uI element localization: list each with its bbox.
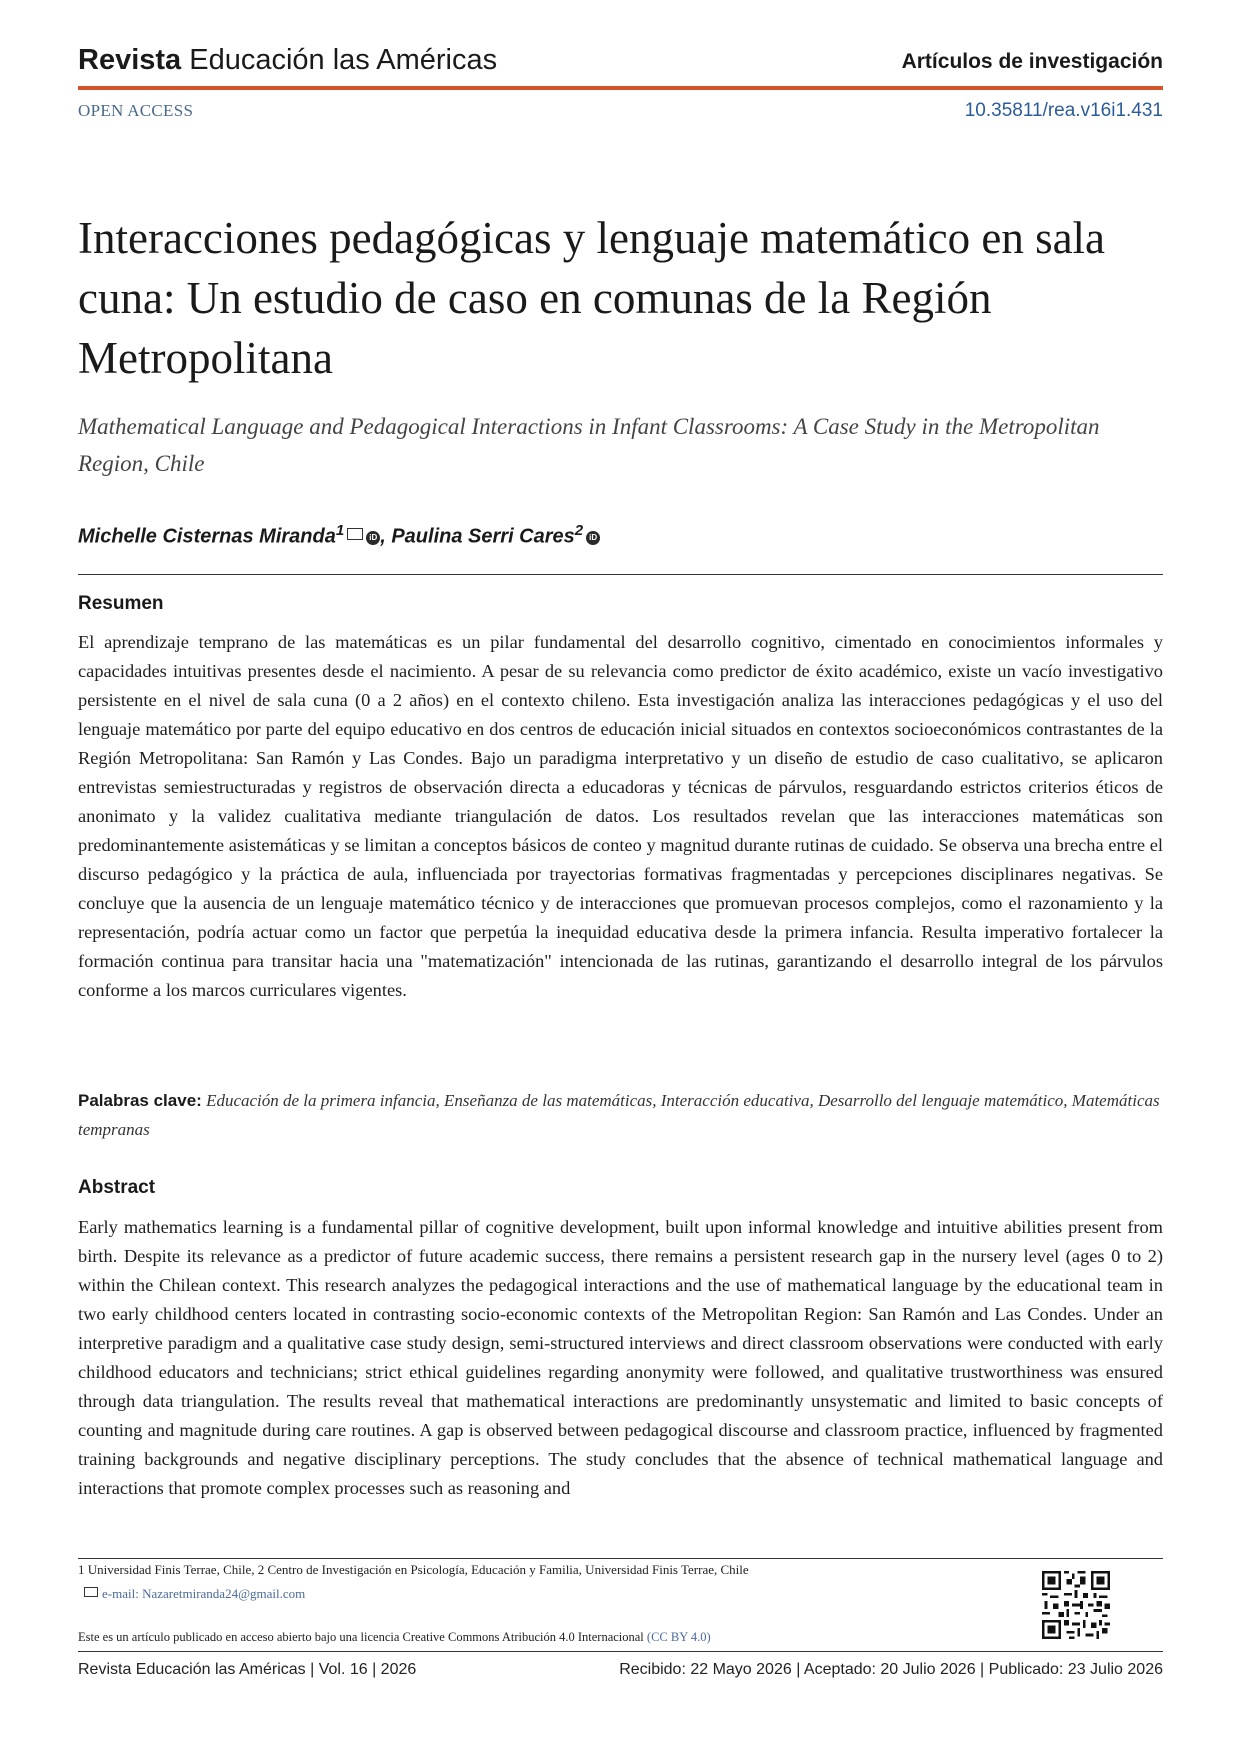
article-subtitle: Mathematical Language and Pedagogical Interactions in Infant Classrooms: A Case Study in the Metropolitan Region, Chile <box>78 414 1100 476</box>
affiliations-footnote: 1 Universidad Finis Terrae, Chile, 2 Centro de Investigación en Psicología, Educación y Familia, Universidad Finis Terrae, Chile <box>78 1562 749 1577</box>
keywords-label: Palabras clave: <box>78 1091 202 1110</box>
qr-code-icon <box>1042 1571 1110 1639</box>
orcid-icon[interactable]: iD <box>366 531 380 545</box>
email-link[interactable]: e-mail: Nazaretmiranda24@gmail.com <box>102 1586 306 1601</box>
footer-dates: Recibido: 22 Mayo 2026 | Aceptado: 20 Julio 2026 | Publicado: 23 Julio 2026 <box>619 1661 1163 1678</box>
journal-name-rest: Educación las Américas <box>189 44 498 76</box>
orcid-icon[interactable]: iD <box>586 531 600 545</box>
author-affiliation: 1 <box>335 522 345 539</box>
envelope-icon <box>84 1587 98 1597</box>
author-name[interactable]: Paulina Serri Cares <box>391 525 575 548</box>
email-footnote[interactable] <box>84 1586 305 1602</box>
doi-link[interactable]: 10.35811/rea.v16i1.431 <box>964 100 1163 121</box>
license-text: Este es un artículo publicado en acceso abierto bajo una licencia Creative Commons Atribución 4.0 Internacional <box>78 1630 644 1644</box>
keywords-text: Educación de la primera infancia, Enseñanza de las matemáticas, Interacción educativa, Desarrollo del lenguaje matemático, Matemáticas tempranas <box>78 1091 1160 1139</box>
author-list <box>78 522 600 549</box>
license-note <box>78 1630 711 1645</box>
resumen-heading: Resumen <box>78 593 164 614</box>
envelope-icon[interactable] <box>347 528 363 540</box>
license-link[interactable]: (CC BY 4.0) <box>646 1630 711 1644</box>
divider <box>78 1651 1163 1652</box>
resumen-body: El aprendizaje temprano de las matemáticas es un pilar fundamental del desarrollo cognitivo, cimentado en conocimientos informales y capacidades intuitivas presentes desde el nacimiento. A pesar de su relevancia como predictor de éxito académico, existe un vacío investigativo persistente en el nivel de sala cuna (0 a 2 años) en el contexto chileno. Esta investigación analiza las interacciones pedagógicas y el uso del lenguaje matemático por parte del equipo educativo en dos centros de educación inicial situados en contextos socioeconómicos contrastantes de la Región Metropolitana: San Ramón y Las Condes. Bajo un paradigma interpretativo y un diseño de estudio de caso cualitativo, se aplicaron entrevistas semiestructuradas y registros de observación directa a educadoras y técnicas de párvulos, resguardando estrictos criterios éticos de anonimato y la validez cualitativa mediante triangulación de datos. Los resultados revelan que las interacciones matemáticas son predominantemente asistemáticas y se limitan a conceptos básicos de conteo y magnitud durante rutinas de cuidado. Se observa una brecha entre el discurso pedagógico y la práctica de aula, influenciada por trayectorias formativas fragmentadas y percepciones disciplinares negativas. Se concluye que la ausencia de un lenguaje matemático técnico y de interacciones que promuevan procesos complejos, como el razonamiento y la representación, podría actuar como un factor que perpetúa la inequidad educativa desde la primera infancia. Resulta imperativo fortalecer la formación continua para transitar hacia una "matematización" intencionada de las rutinas, garantizando el desarrollo integral de los párvulos conforme a los marcos curriculares vigentes. <box>78 632 1163 1000</box>
abstract-heading: Abstract <box>78 1177 156 1198</box>
author-separator: , <box>380 525 392 548</box>
journal-name <box>78 44 497 77</box>
abstract-body: Early mathematics learning is a fundamental pillar of cognitive development, built upon informal knowledge and intuitive abilities present from birth. Despite its relevance as a predictor of future academic success, there remains a persistent research gap in the nursery level (ages 0 to 2) within the Chilean context. This research analyzes the pedagogical interactions and the use of mathematical language by the educational team in two early childhood centers located in contrasting socio-economic contexts of the Metropolitan Region: San Ramón and Las Condes. Under an interpretive paradigm and a qualitative case study design, semi-structured interviews and direct classroom observations were conducted with early childhood educators and technicians; strict ethical guidelines regarding anonymity were followed, and qualitative trustworthiness was ensured through data triangulation. The results reveal that mathematical interactions are predominantly unsystematic and limited to basic concepts of counting and magnitude during care routines. A gap is observed between pedagogical discourse and classroom practice, influenced by fragmented training backgrounds and negative disciplinary perceptions. The study concludes that the absence of technical mathematical language and interactions that promote complex processes such as reasoning and <box>78 1217 1163 1498</box>
journal-name-bold: Revista <box>78 44 182 76</box>
footer-journal-info: Revista Educación las Américas | Vol. 16 | 2026 <box>78 1661 417 1678</box>
keywords <box>78 1086 1163 1144</box>
author-affiliation: 2 <box>574 522 584 539</box>
divider <box>78 1558 1163 1559</box>
divider <box>78 574 1163 575</box>
header-rule <box>78 86 1163 90</box>
author-name[interactable]: Michelle Cisternas Miranda <box>78 525 336 548</box>
open-access-label: OPEN ACCESS <box>78 101 194 120</box>
section-label: Artículos de investigación <box>901 50 1163 73</box>
article-title: Interacciones pedagógicas y lenguaje matemático en sala cuna: Un estudio de caso en comunas de la Región Metropolitana <box>78 213 1106 383</box>
